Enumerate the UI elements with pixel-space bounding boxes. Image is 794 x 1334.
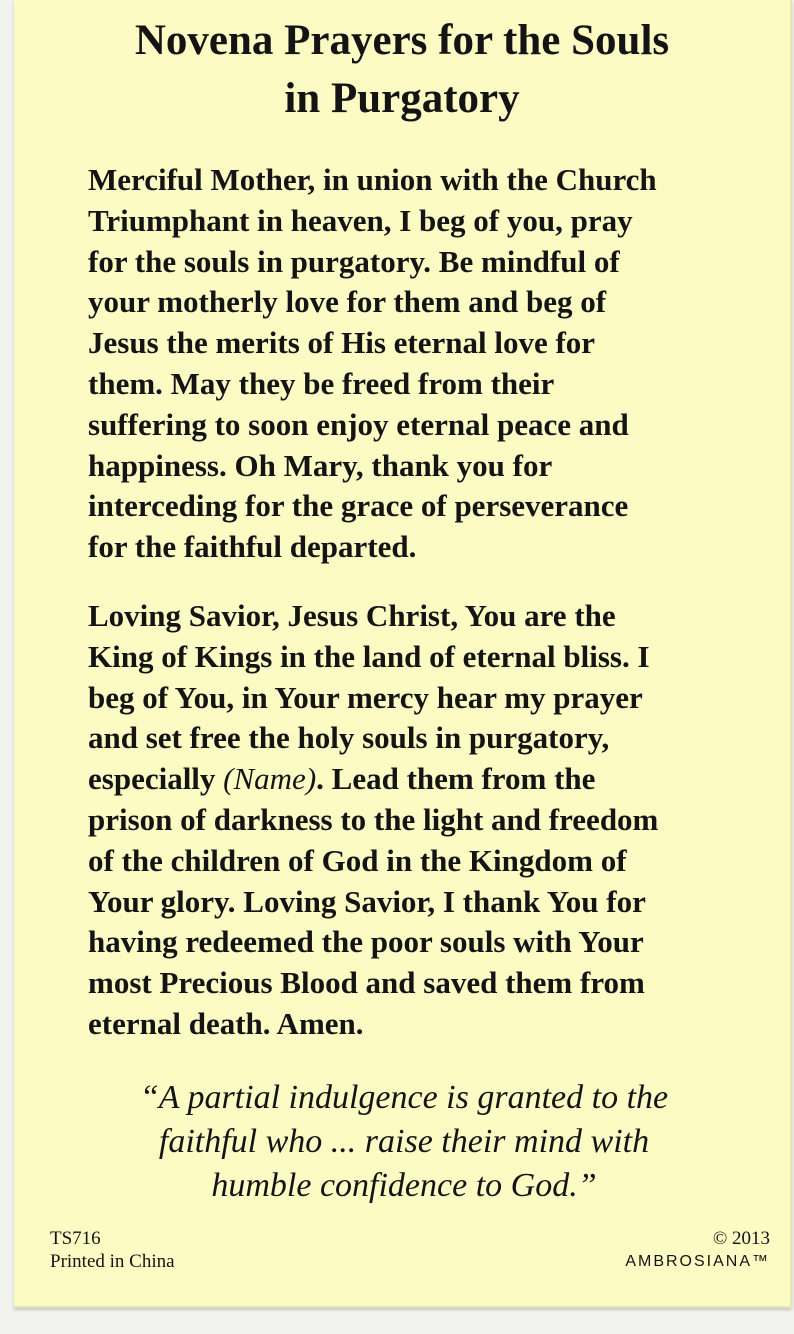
title-line: in Purgatory xyxy=(284,75,520,122)
prayer-line: Triumphant in heaven, I beg of you, pray xyxy=(88,202,633,238)
prayer-to-jesus xyxy=(88,596,748,1045)
footer-right xyxy=(625,1227,770,1273)
copyright: © 2013 xyxy=(712,1228,770,1249)
prayer-line: them. May they be freed from their xyxy=(88,365,555,401)
publisher-brand: AMBROSIANA™ xyxy=(625,1253,770,1270)
prayer-line: beg of You, in Your mercy hear my prayer xyxy=(88,679,643,715)
printed-in: Printed in China xyxy=(50,1251,175,1272)
prayer-line-with-name xyxy=(88,759,748,800)
product-code: TS716 xyxy=(50,1228,101,1249)
prayer-line: having redeemed the poor souls with Your xyxy=(88,924,644,960)
card-title xyxy=(14,12,790,128)
prayer-line: most Precious Blood and saved them from xyxy=(88,965,645,1001)
prayer-line: happiness. Oh Mary, thank you for xyxy=(88,447,553,483)
quote-line: faithful who ... raise their mind with xyxy=(158,1123,650,1160)
indulgence-quote xyxy=(54,1076,754,1208)
prayer-line: prison of darkness to the light and freedom xyxy=(88,801,659,837)
footer-left xyxy=(50,1227,175,1273)
prayer-to-mary xyxy=(88,160,748,568)
prayer-line: your motherly love for them and beg of xyxy=(88,284,607,320)
name-placeholder: (Name) xyxy=(223,761,317,797)
prayer-line: of the children of God in the Kingdom of xyxy=(88,842,627,878)
prayer-line: Loving Savior, Jesus Christ, You are the xyxy=(88,598,616,633)
prayer-line: King of Kings in the land of eternal bliss. I xyxy=(88,638,650,674)
prayer-card xyxy=(14,0,792,1308)
quote-line: humble confidence to God.” xyxy=(211,1167,597,1204)
prayer-line: Jesus the merits of His eternal love for xyxy=(88,325,596,361)
name-line-start: especially xyxy=(88,761,224,797)
prayer-line: Merciful Mother, in union with the Church xyxy=(88,162,657,197)
prayer-line: Your glory. Loving Savior, I thank You for xyxy=(88,883,646,919)
prayer-line: for the souls in purgatory. Be mindful of xyxy=(88,243,620,279)
quote-line: “A partial indulgence is granted to the xyxy=(139,1079,669,1116)
prayer-line: for the faithful departed. xyxy=(88,529,417,565)
prayer-line: and set free the holy souls in purgatory, xyxy=(88,720,610,756)
prayer-line: eternal death. Amen. xyxy=(88,1005,364,1041)
prayer-line: interceding for the grace of perseverance xyxy=(88,488,629,524)
prayer-line: suffering to soon enjoy eternal peace and xyxy=(88,406,629,442)
title-line: Novena Prayers for the Souls xyxy=(134,17,670,64)
name-line-end: . Lead them from the xyxy=(316,761,596,797)
